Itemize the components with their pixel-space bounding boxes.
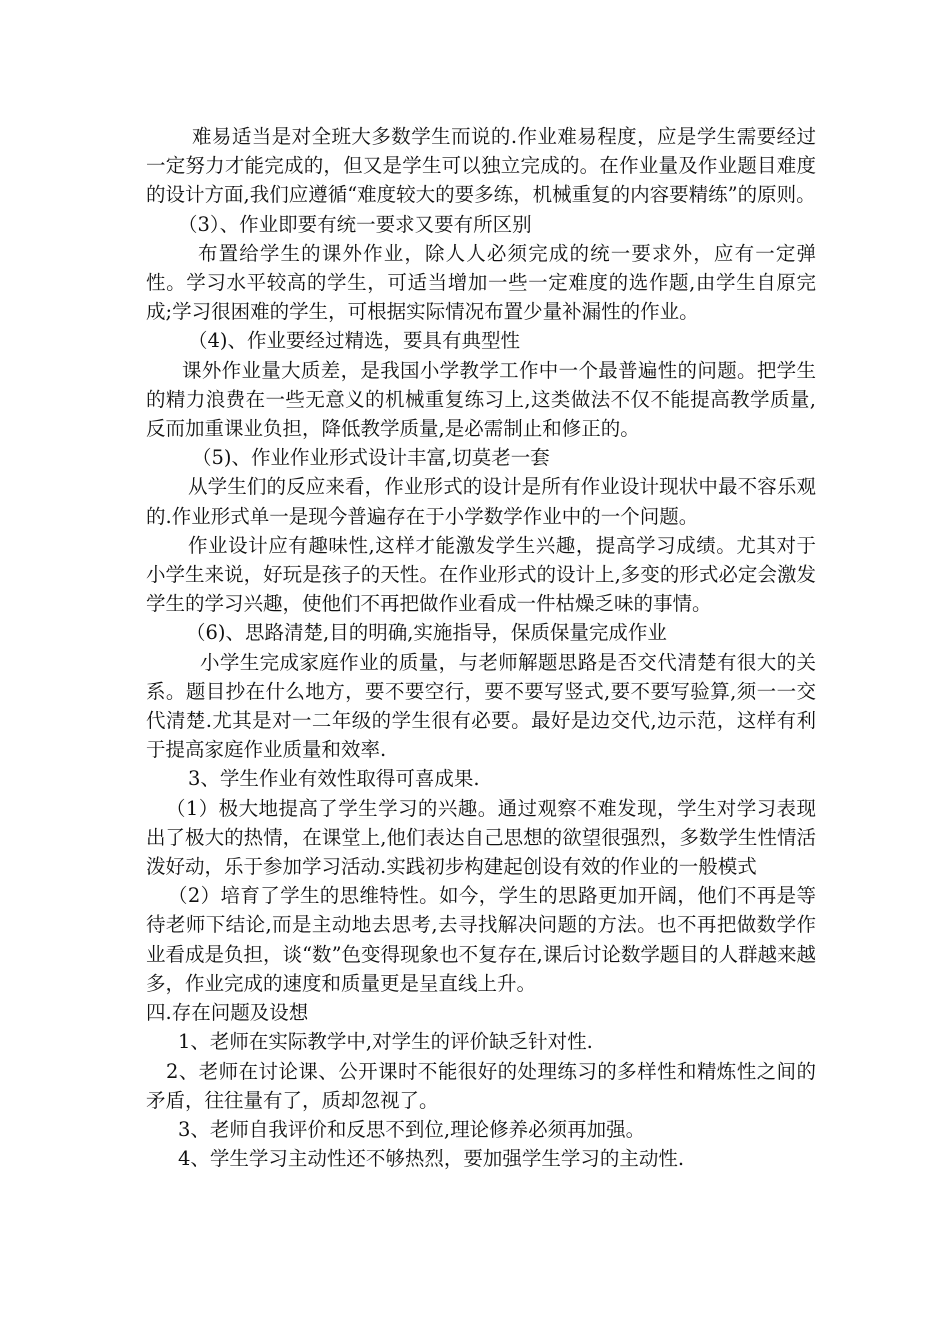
body-paragraph: 作业设计应有趣味性,这样才能激发学生兴趣，提高学习成绩。尤其对于小学生来说，好玩是孩子的天性。在作业形式的设计上,多变的形式必定会激发学生的学习兴趣，使他们不再把做作业看成一件枯燥乏味的事情。 bbox=[146, 533, 816, 616]
body-paragraph: 从学生们的反应来看，作业形式的设计是所有作业设计现状中最不容乐观的.作业形式单一是现今普遍存在于小学数学作业中的一个问题。 bbox=[146, 475, 816, 528]
body-paragraph: 4、学生学习主动性还不够热烈，要加强学生学习的主动性. bbox=[178, 1147, 685, 1171]
body-paragraph: 小学生完成家庭作业的质量，与老师解题思路是否交代清楚有很大的关系。题目抄在什么地方，要不要空行，要不要写竖式,要不要写验算,须一一交代清楚.尤其是对一二年级的学生很有必要。最好是边交代,边示范，这样有利于提高家庭作业质量和效率. bbox=[146, 650, 816, 762]
body-paragraph: 2、老师在讨论课、公开课时不能很好的处理练习的多样性和精炼性之间的矛盾，往往量有了，质却忽视了。 bbox=[146, 1059, 816, 1112]
body-paragraph: 3、学生作业有效性取得可喜成果. bbox=[188, 767, 480, 791]
document-body bbox=[146, 122, 816, 1173]
body-paragraph: （4)、作业要经过精选，要具有典型性 bbox=[188, 329, 521, 353]
body-paragraph: （5)、作业作业形式设计丰富,切莫老一套 bbox=[192, 446, 550, 470]
body-paragraph: （3）、作业即要有统一要求又要有所区别 bbox=[178, 212, 532, 236]
body-paragraph: 3、老师自我评价和反思不到位,理论修养必须再加强。 bbox=[178, 1117, 646, 1141]
body-paragraph: 四.存在问题及设想 bbox=[146, 1001, 309, 1025]
body-paragraph: 布置给学生的课外作业，除人人必须完成的统一要求外，应有一定弹性。学习水平较高的学生，可适当增加一些一定难度的选作题,由学生自原完成;学习很困难的学生，可根据实际情况布置少量补漏性的作业。 bbox=[146, 241, 816, 324]
body-paragraph: （2）培育了学生的思维特性。如今，学生的思路更加开阔，他们不再是等待老师下结论,而是主动地去思考,去寻找解决问题的方法。也不再把做数学作业看成是负担，谈“数”色变得现象也不复存在,课后讨论数学题目的人群越来越多，作业完成的速度和质量更是呈直线上升。 bbox=[146, 884, 816, 995]
body-paragraph: 1、老师在实际教学中,对学生的评价缺乏针对性. bbox=[178, 1030, 593, 1054]
body-paragraph: （6)、思路清楚,目的明确,实施指导，保质保量完成作业 bbox=[186, 621, 667, 645]
body-paragraph: 课外作业量大质差，是我国小学教学工作中一个最普遍性的问题。把学生的精力浪费在一些无意义的机械重复练习上,这类做法不仅不能提高教学质量,反而加重课业负担，降低教学质量,是必需制止和修正的。 bbox=[146, 358, 816, 441]
body-paragraph: （1）极大地提高了学生学习的兴趣。通过观察不难发现，学生对学习表现出了极大的热情，在课堂上,他们表达自己思想的欲望很强烈，多数学生性情活泼好动，乐于参加学习活动.实践初步构建起创设有效的作业的一般模式 bbox=[146, 796, 816, 879]
body-paragraph: 难易适当是对全班大多数学生而说的.作业难易程度，应是学生需要经过一定努力才能完成的，但又是学生可以独立完成的。在作业量及作业题目难度的设计方面,我们应遵循“难度较大的要多练，机械重复的内容要精练”的原则。 bbox=[146, 125, 816, 207]
